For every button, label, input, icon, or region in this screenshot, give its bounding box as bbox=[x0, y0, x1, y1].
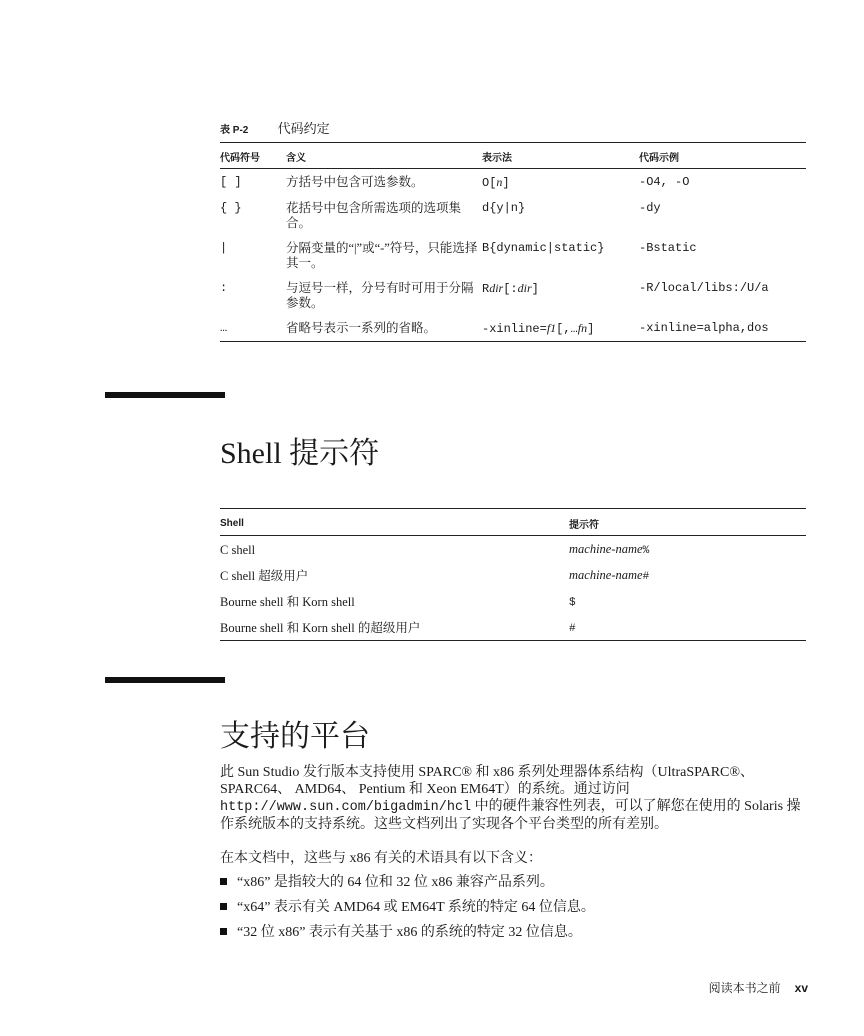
cell-notation: B{dynamic|static} bbox=[482, 241, 605, 255]
cell-meaning: 分隔变量的“|”或“-”符号，只能选择其一。 bbox=[286, 241, 478, 270]
cell-prompt: # bbox=[569, 614, 806, 641]
cell-example: -dy bbox=[639, 201, 661, 215]
table-row bbox=[220, 562, 806, 588]
table-row bbox=[220, 588, 806, 614]
cell-example: -R/local/libs:/U/a bbox=[639, 281, 769, 295]
table-number: 表 P-2 bbox=[220, 125, 249, 136]
platform-paragraph: 此 Sun Studio 发行版本支持使用 SPARC® 和 x86 系列处理器体系结构（UltraSPARC®、SPARC64、 AMD64、 Pentium 和 Xeon EM64T）的系统。通过访问 http://www.sun.com/bigadmin/hcl 中的硬件兼容性列表，可以了解您在使用的 Solaris 操作系统版本的支持系统。这些文档列出了实现各个平台类型的所有差别。 bbox=[220, 765, 801, 832]
cell-prompt: machine-name% bbox=[569, 542, 650, 557]
cell-symbol: [ ] bbox=[220, 175, 242, 189]
shell-prompt-table bbox=[220, 508, 806, 641]
list-item: “x64” 表示有关 AMD64 或 EM64T 系统的特定 64 位信息。 bbox=[220, 899, 595, 916]
cell-prompt: $ bbox=[569, 597, 576, 609]
section-title-platform: 支持的平台 bbox=[220, 720, 370, 753]
header-symbol: 代码符号 bbox=[220, 143, 286, 169]
cell-example: -O4, -O bbox=[639, 175, 690, 189]
hcl-url: http://www.sun.com/bigadmin/hcl bbox=[220, 800, 472, 815]
footer-label: 阅读本书之前 bbox=[708, 981, 781, 995]
cell-meaning: 花括号中包含所需选项的选项集合。 bbox=[286, 201, 462, 230]
cell-prompt: machine-name# bbox=[569, 568, 650, 583]
header-example: 代码示例 bbox=[639, 143, 806, 169]
cell-meaning: 省略号表示一系列的省略。 bbox=[286, 315, 482, 342]
terms-intro: 在本文档中，这些与 x86 有关的术语具有以下含义： bbox=[220, 851, 542, 866]
cell-meaning: 与逗号一样，分号有时可用于分隔参数。 bbox=[286, 281, 474, 310]
table-row bbox=[220, 169, 806, 196]
cell-notation: -xinline=f1[,…fn] bbox=[482, 315, 639, 342]
bullet-icon bbox=[220, 903, 227, 910]
cell-meaning: 方括号中包含可选参数。 bbox=[286, 175, 424, 189]
cell-example: -Bstatic bbox=[639, 241, 697, 255]
table-row bbox=[220, 536, 806, 563]
cell-symbol: … bbox=[220, 315, 286, 342]
list-item: “x86” 是指较大的 64 位和 32 位 x86 兼容产品系列。 bbox=[220, 874, 554, 891]
header-shell: Shell bbox=[220, 509, 569, 536]
header-meaning: 含义 bbox=[286, 143, 482, 169]
table-row bbox=[220, 195, 806, 235]
cell-example: -xinline=alpha,dos bbox=[639, 315, 806, 342]
table-header-row bbox=[220, 143, 806, 169]
section-title-shell: Shell 提示符 bbox=[220, 437, 380, 470]
page-number: xv bbox=[794, 981, 808, 995]
section-rule bbox=[105, 677, 225, 683]
page-footer bbox=[709, 979, 808, 996]
table-title: 代码约定 bbox=[277, 121, 330, 136]
code-conventions-table bbox=[220, 142, 806, 342]
bullet-icon bbox=[220, 878, 227, 885]
cell-notation: O[n] bbox=[482, 175, 510, 190]
cell-symbol: { } bbox=[220, 201, 242, 215]
list-item: “32 位 x86” 表示有关基于 x86 的系统的特定 32 位信息。 bbox=[220, 924, 582, 941]
table-caption bbox=[220, 118, 330, 137]
section-rule bbox=[105, 392, 225, 398]
table-header-row bbox=[220, 509, 806, 536]
cell-shell: Bourne shell 和 Korn shell bbox=[220, 595, 355, 609]
cell-notation: Rdir[:dir] bbox=[482, 281, 539, 296]
cell-shell: Bourne shell 和 Korn shell 的超级用户 bbox=[220, 614, 569, 641]
header-prompt: 提示符 bbox=[569, 509, 806, 536]
table-row bbox=[220, 614, 806, 641]
cell-notation: d{y|n} bbox=[482, 201, 526, 215]
cell-symbol: | bbox=[220, 241, 228, 255]
table-row bbox=[220, 315, 806, 342]
cell-symbol: : bbox=[220, 281, 228, 295]
table-row bbox=[220, 275, 806, 315]
cell-shell: C shell bbox=[220, 543, 256, 557]
cell-shell: C shell 超级用户 bbox=[220, 569, 309, 583]
header-notation: 表示法 bbox=[482, 143, 639, 169]
bullet-icon bbox=[220, 928, 227, 935]
table-row bbox=[220, 235, 806, 275]
